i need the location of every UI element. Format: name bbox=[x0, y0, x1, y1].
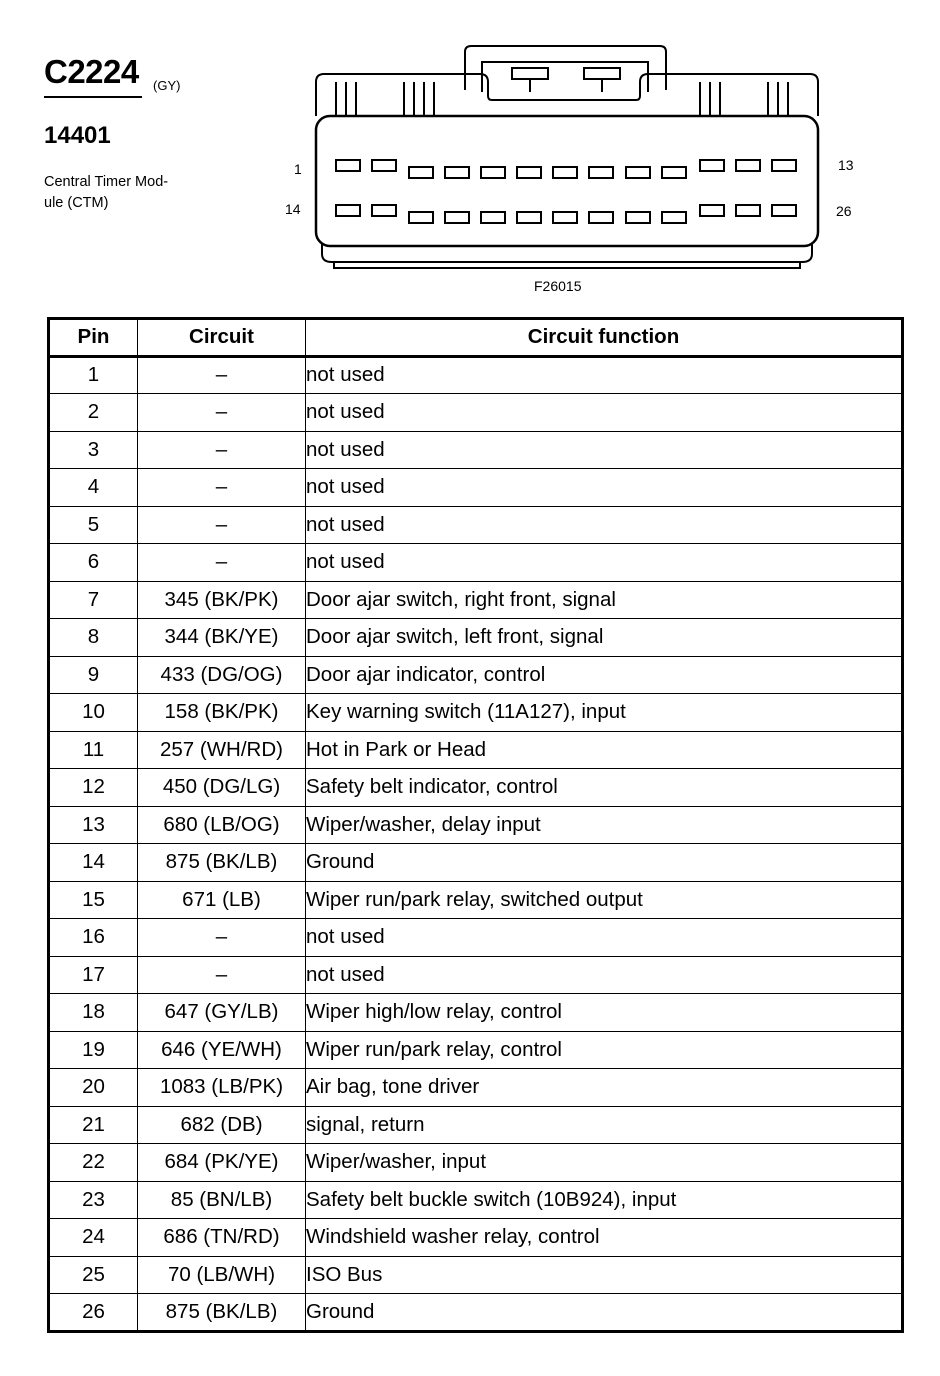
table-row bbox=[49, 619, 903, 657]
pin-cell: 1 bbox=[49, 356, 138, 394]
table-row bbox=[49, 769, 903, 807]
connector-color: (GY) bbox=[153, 78, 181, 93]
function-cell: Ground bbox=[306, 844, 903, 882]
circuit-cell: 344 (BK/YE) bbox=[138, 619, 306, 657]
pin-cell: 20 bbox=[49, 1069, 138, 1107]
circuit-cell: 647 (GY/LB) bbox=[138, 994, 306, 1032]
pin-cell: 23 bbox=[49, 1181, 138, 1219]
circuit-cell: 450 (DG/LG) bbox=[138, 769, 306, 807]
pin-cell: 4 bbox=[49, 469, 138, 507]
function-cell: Ground bbox=[306, 1294, 903, 1332]
circuit-cell: 158 (BK/PK) bbox=[138, 694, 306, 732]
table-row bbox=[49, 844, 903, 882]
table-row bbox=[49, 1069, 903, 1107]
table-row bbox=[49, 956, 903, 994]
pin-cell: 16 bbox=[49, 919, 138, 957]
function-cell: Wiper run/park relay, switched output bbox=[306, 881, 903, 919]
circuit-cell: – bbox=[138, 431, 306, 469]
circuit-cell: – bbox=[138, 919, 306, 957]
pin-cell: 9 bbox=[49, 656, 138, 694]
circuit-cell: 345 (BK/PK) bbox=[138, 581, 306, 619]
header-circuit-function: Circuit function bbox=[306, 319, 903, 357]
pin-cell: 26 bbox=[49, 1294, 138, 1332]
circuit-cell: 85 (BN/LB) bbox=[138, 1181, 306, 1219]
circuit-cell: – bbox=[138, 956, 306, 994]
header-pin: Pin bbox=[49, 319, 138, 357]
pin-cell: 8 bbox=[49, 619, 138, 657]
module-description-line1: Central Timer Mod- bbox=[44, 174, 169, 190]
circuit-cell: 257 (WH/RD) bbox=[138, 731, 306, 769]
function-cell: Wiper/washer, delay input bbox=[306, 806, 903, 844]
function-cell: Door ajar switch, left front, signal bbox=[306, 619, 903, 657]
circuit-cell: – bbox=[138, 356, 306, 394]
function-cell: not used bbox=[306, 544, 903, 582]
function-cell: not used bbox=[306, 469, 903, 507]
figure-id: F26015 bbox=[534, 278, 582, 294]
pin-cell: 24 bbox=[49, 1219, 138, 1257]
pin-cell: 11 bbox=[49, 731, 138, 769]
table-row bbox=[49, 1144, 903, 1182]
circuit-cell: 1083 (LB/PK) bbox=[138, 1069, 306, 1107]
pin-cell: 25 bbox=[49, 1256, 138, 1294]
circuit-cell: – bbox=[138, 394, 306, 432]
table-row bbox=[49, 394, 903, 432]
table-row bbox=[49, 356, 903, 394]
pin-cell: 22 bbox=[49, 1144, 138, 1182]
function-cell: not used bbox=[306, 919, 903, 957]
function-cell: not used bbox=[306, 394, 903, 432]
circuit-cell: 433 (DG/OG) bbox=[138, 656, 306, 694]
pin-cell: 17 bbox=[49, 956, 138, 994]
pinout-table bbox=[47, 317, 904, 1333]
pin-cell: 13 bbox=[49, 806, 138, 844]
function-cell: ISO Bus bbox=[306, 1256, 903, 1294]
function-cell: Safety belt buckle switch (10B924), input bbox=[306, 1181, 903, 1219]
function-cell: Wiper run/park relay, control bbox=[306, 1031, 903, 1069]
function-cell: signal, return bbox=[306, 1106, 903, 1144]
pin-cell: 19 bbox=[49, 1031, 138, 1069]
table-row bbox=[49, 544, 903, 582]
function-cell: not used bbox=[306, 506, 903, 544]
function-cell: not used bbox=[306, 356, 903, 394]
pin-cell: 21 bbox=[49, 1106, 138, 1144]
pin-label-14: 14 bbox=[285, 201, 301, 217]
connector-face-diagram bbox=[0, 0, 940, 300]
pin-cell: 6 bbox=[49, 544, 138, 582]
pin-cell: 12 bbox=[49, 769, 138, 807]
function-cell: Air bag, tone driver bbox=[306, 1069, 903, 1107]
circuit-cell: 70 (LB/WH) bbox=[138, 1256, 306, 1294]
pin-cell: 10 bbox=[49, 694, 138, 732]
table-row bbox=[49, 469, 903, 507]
pin-label-26: 26 bbox=[836, 203, 852, 219]
table-row bbox=[49, 731, 903, 769]
function-cell: Windshield washer relay, control bbox=[306, 1219, 903, 1257]
pin-label-1: 1 bbox=[294, 161, 302, 177]
module-description-line2: ule (CTM) bbox=[44, 195, 109, 211]
circuit-cell: 684 (PK/YE) bbox=[138, 1144, 306, 1182]
pin-cell: 5 bbox=[49, 506, 138, 544]
table-row bbox=[49, 1219, 903, 1257]
pin-cell: 14 bbox=[49, 844, 138, 882]
pin-cell: 7 bbox=[49, 581, 138, 619]
circuit-cell: – bbox=[138, 544, 306, 582]
table-row bbox=[49, 806, 903, 844]
table-row bbox=[49, 1031, 903, 1069]
circuit-cell: 671 (LB) bbox=[138, 881, 306, 919]
circuit-cell: 686 (TN/RD) bbox=[138, 1219, 306, 1257]
circuit-cell: 875 (BK/LB) bbox=[138, 1294, 306, 1332]
function-cell: Wiper/washer, input bbox=[306, 1144, 903, 1182]
pin-cell: 18 bbox=[49, 994, 138, 1032]
function-cell: Hot in Park or Head bbox=[306, 731, 903, 769]
table-row bbox=[49, 1294, 903, 1332]
function-cell: Door ajar indicator, control bbox=[306, 656, 903, 694]
circuit-cell: 682 (DB) bbox=[138, 1106, 306, 1144]
circuit-cell: 646 (YE/WH) bbox=[138, 1031, 306, 1069]
circuit-cell: – bbox=[138, 506, 306, 544]
table-row bbox=[49, 881, 903, 919]
function-cell: Wiper high/low relay, control bbox=[306, 994, 903, 1032]
table-header-row bbox=[49, 319, 903, 357]
table-row bbox=[49, 1256, 903, 1294]
table-row bbox=[49, 1181, 903, 1219]
table-row bbox=[49, 994, 903, 1032]
pin-cell: 3 bbox=[49, 431, 138, 469]
table-row bbox=[49, 919, 903, 957]
connector-code: C2224 bbox=[44, 53, 139, 90]
table-row bbox=[49, 581, 903, 619]
pin-cell: 15 bbox=[49, 881, 138, 919]
circuit-cell: 680 (LB/OG) bbox=[138, 806, 306, 844]
function-cell: not used bbox=[306, 431, 903, 469]
part-number: 14401 bbox=[44, 122, 111, 149]
function-cell: not used bbox=[306, 956, 903, 994]
table-row bbox=[49, 431, 903, 469]
table-row bbox=[49, 656, 903, 694]
table-row bbox=[49, 694, 903, 732]
circuit-cell: 875 (BK/LB) bbox=[138, 844, 306, 882]
function-cell: Door ajar switch, right front, signal bbox=[306, 581, 903, 619]
circuit-cell: – bbox=[138, 469, 306, 507]
pin-cell: 2 bbox=[49, 394, 138, 432]
function-cell: Safety belt indicator, control bbox=[306, 769, 903, 807]
function-cell: Key warning switch (11A127), input bbox=[306, 694, 903, 732]
header-circuit: Circuit bbox=[138, 319, 306, 357]
table-row bbox=[49, 506, 903, 544]
table-row bbox=[49, 1106, 903, 1144]
pin-label-13: 13 bbox=[838, 157, 854, 173]
